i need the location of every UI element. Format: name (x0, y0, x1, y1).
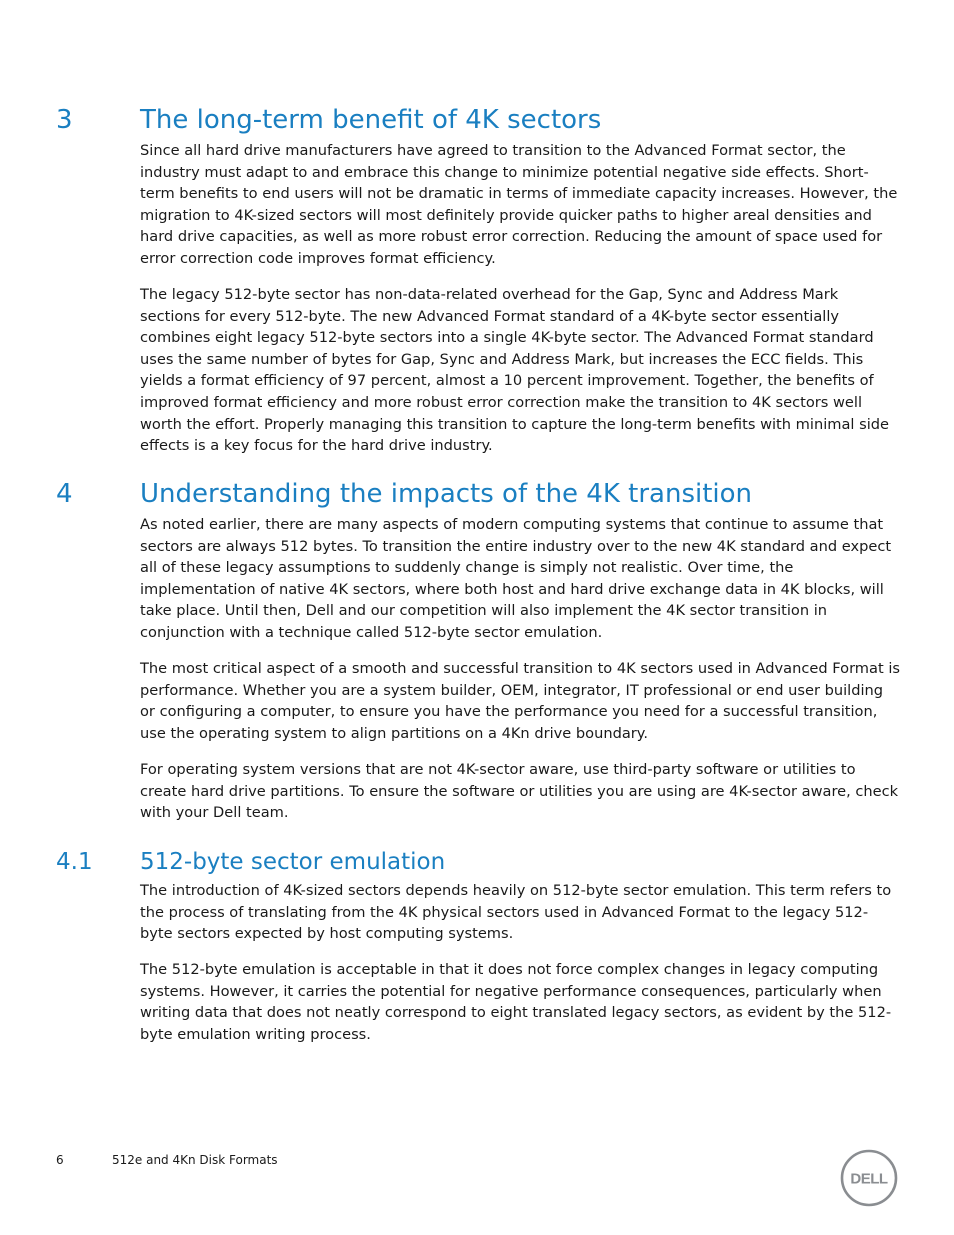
section-4 (0, 478, 954, 838)
section-4-1 (0, 846, 954, 1060)
section-heading (0, 104, 954, 140)
paragraph: As noted earlier, there are many aspects of modern computing systems that continue to assume that sectors are always 512 bytes. To transition the entire industry over to the new 4K standard and expect all of these legacy assumptions to suddenly change is simply not realistic. Over time, the implementation of native 4K sectors, where both host and hard drive exchange data in 4K blocks, will take place. Until then, Dell and our competition will also implement the 4K sector transition in conjunction with a technique called 512-byte sector emulation. (140, 516, 892, 641)
section-title: The long-term benefit of 4K sectors (140, 105, 602, 135)
section-title: Understanding the impacts of the 4K transition (140, 479, 753, 509)
page-footer (0, 1152, 954, 1212)
section-heading (0, 846, 954, 880)
paragraph: For operating system versions that are not 4K-sector aware, use third-party software or utilities to create hard drive partitions. To ensure the software or utilities you are using are 4K-sector aware, check with your Dell team. (140, 760, 899, 822)
paragraph: The legacy 512-byte sector has non-data-related overhead for the Gap, Sync and Address Mark sections for every 512-byte. The new Advanced Format standard of a 4K-byte sector essentially combines eight legacy 512-byte sectors into a single 4K-byte sector. The Advanced Format standard uses the same number of bytes for Gap, Sync and Address Mark, but increases the ECC fields. This yields a format efficiency of 97 percent, almost a 10 percent improvement. Together, the benefits of improved format efficiency and more robust error correction make the transition to 4K sectors well worth the effort. Properly managing this transition to capture the long-term benefits with minimal side effects is a key focus for the hard drive industry. (140, 286, 889, 455)
paragraph: Since all hard drive manufacturers have agreed to transition to the Advanced Format sector, the industry must adapt to and embrace this change to minimize potential negative side effects. Short-term benefits to end users will not be dramatic in terms of immediate capacity increases. However, the migration to 4K-sized sectors will most definitely provide quicker paths to higher areal densities and hard drive capacities, as well as more robust error correction. Reducing the amount of space used for error correction code improves format efficiency. (140, 142, 898, 267)
section-3 (0, 104, 954, 471)
section-title: 512-byte sector emulation (140, 849, 446, 875)
section-number: 4.1 (56, 849, 93, 875)
paragraph: The most critical aspect of a smooth and successful transition to 4K sectors used in Advanced Format is performance. Whether you are a system builder, OEM, integrator, IT professional or end user building or configuring a computer, to ensure you have the performance you need for a successful transition, use the operating system to align partitions on a 4Kn drive boundary. (140, 660, 900, 742)
section-heading (0, 478, 954, 514)
svg-text:DELL: DELL (850, 1170, 888, 1188)
dell-logo-icon (840, 1149, 898, 1207)
paragraph: The 512-byte emulation is acceptable in that it does not force complex changes in legacy computing systems. However, it carries the potential for negative performance consequences, particularly when writing data that does not neatly correspond to eight translated legacy sectors, as evident by the 512-byte emulation writing process. (140, 961, 892, 1044)
section-number: 4 (56, 479, 73, 509)
page-number: 6 (56, 1153, 64, 1167)
document-title: 512e and 4Kn Disk Formats (112, 1153, 278, 1167)
section-number: 3 (56, 105, 73, 135)
paragraph: The introduction of 4K-sized sectors depends heavily on 512-byte sector emulation. This term refers to the process of translating from the 4K physical sectors used in Advanced Format to the legacy 512-byte sectors expected by host computing systems. (140, 882, 892, 943)
